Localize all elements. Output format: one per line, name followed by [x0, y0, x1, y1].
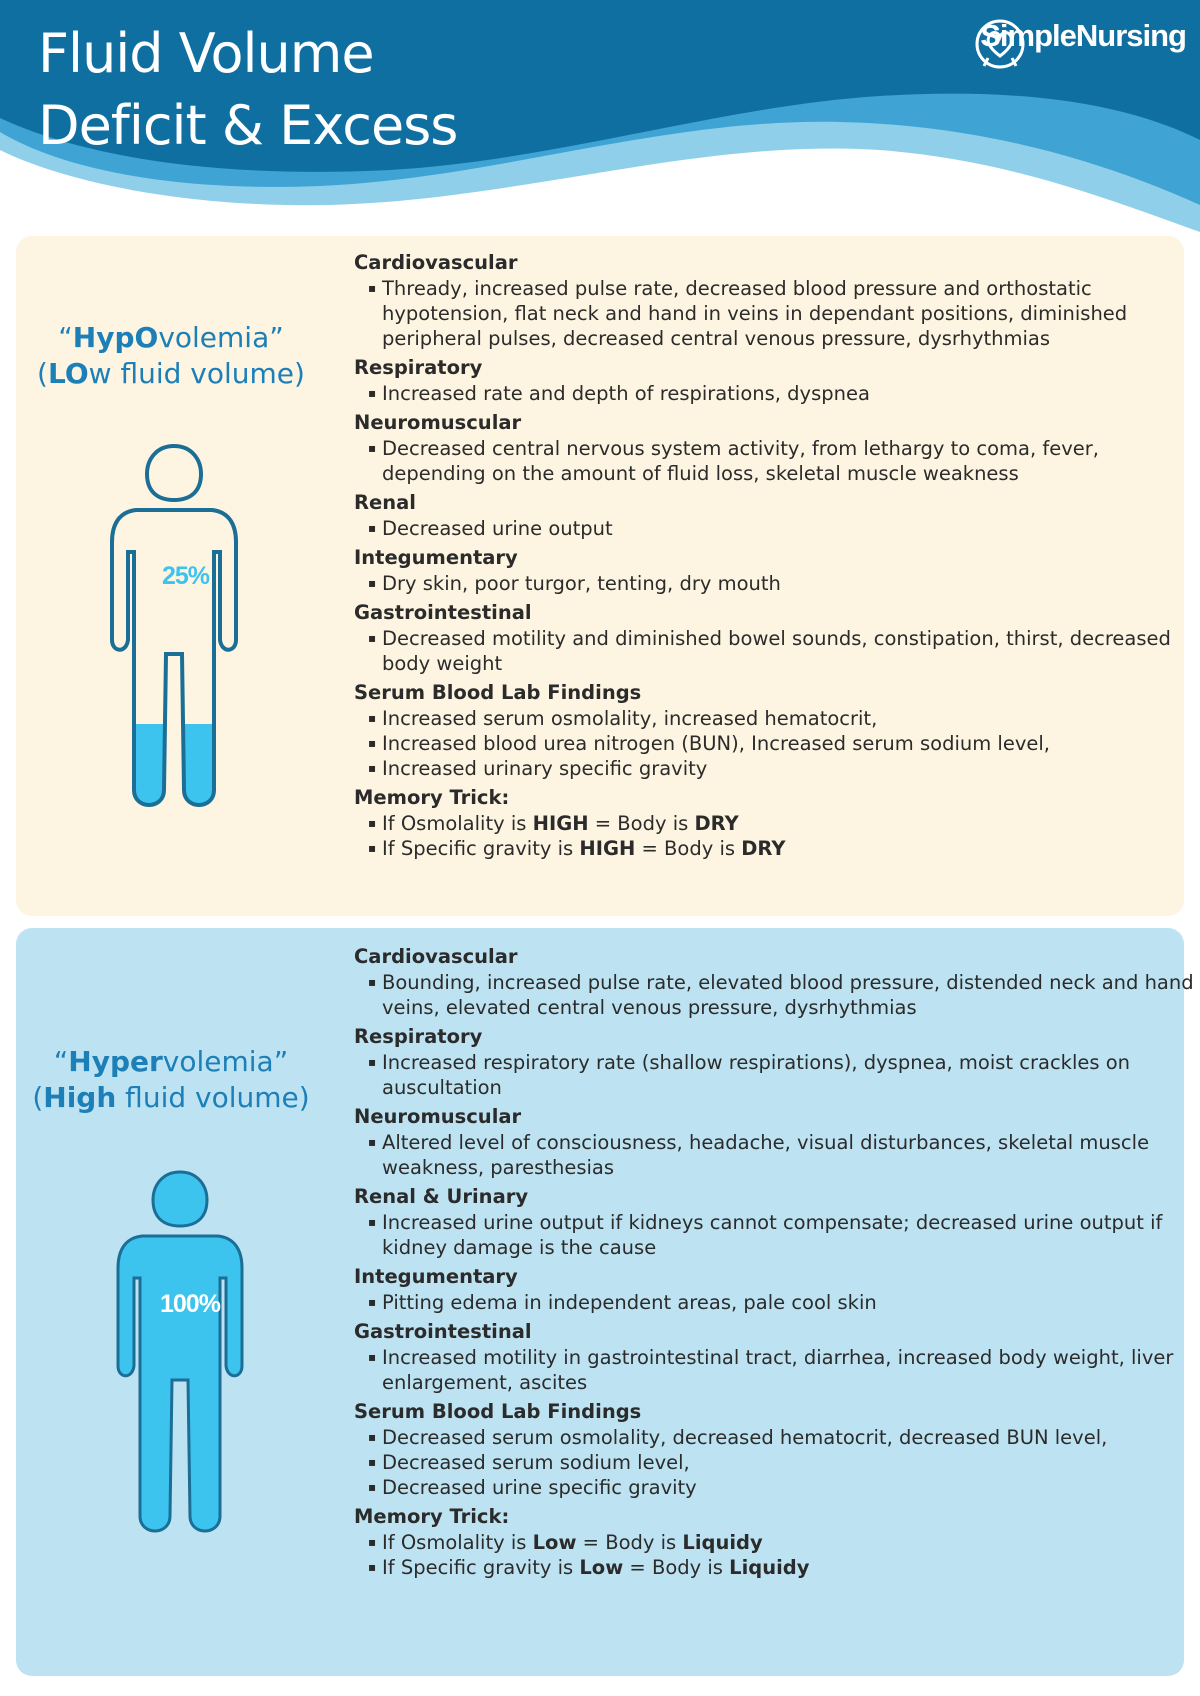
bullet-list: [354, 706, 1200, 781]
bullet-list: [354, 1210, 1200, 1260]
section: [354, 410, 1200, 486]
section-title: Gastrointestinal: [354, 601, 532, 624]
bullet-list: [354, 970, 1200, 1020]
trick-part: HIGH: [532, 812, 589, 835]
title-line-2: Deficit & Excess: [38, 94, 458, 157]
bullet-item: ▪ Increased motility in gastrointestinal tract, diarrhea, increased body weight, liver enlargement, ascites: [370, 1345, 1200, 1395]
memory-trick: [354, 785, 1200, 861]
section-title: Serum Blood Lab Findings: [354, 1400, 642, 1423]
bullet-item: ▪ Thready, increased pulse rate, decreased blood pressure and orthostatic hypotension, flat neck and hand in veins in dependant positions, diminished peripheral pulses, decreased central venous pressure, dysrhythmias: [370, 276, 1200, 351]
memory-trick-item: [370, 811, 1200, 836]
section: [354, 600, 1200, 676]
bullet-list: [354, 571, 1200, 596]
bullet-list: [354, 626, 1200, 676]
section: [354, 1264, 1200, 1315]
bullet-item: ▪ Bounding, increased pulse rate, elevated blood pressure, distended neck and hand veins, elevated central venous pressure, dysrhythmias: [370, 970, 1200, 1020]
hypovolemia-heading: [16, 320, 326, 392]
bullet-item: ▪ Decreased urine output: [370, 516, 1200, 541]
trick-part: HIGH: [579, 837, 636, 860]
bullet-list: [354, 276, 1200, 351]
trick-part: DRY: [694, 812, 739, 835]
memory-trick-item: [370, 1555, 1200, 1580]
trick-part: Liquidy: [729, 1556, 810, 1579]
memory-trick-title: Memory Trick:: [354, 1505, 510, 1528]
bullet-item: ▪ Decreased urine specific gravity: [370, 1475, 1200, 1500]
trick-part: Liquidy: [682, 1531, 763, 1554]
bullet-list: [354, 1425, 1200, 1500]
section: [354, 490, 1200, 541]
bullet-list: [354, 1050, 1200, 1100]
section-title: Cardiovascular: [354, 251, 518, 274]
bullet-item: ▪ Decreased central nervous system activity, from lethargy to coma, fever, depending on the amount of fluid loss, skeletal muscle weakness: [370, 436, 1200, 486]
bullet-item: ▪ Decreased serum osmolality, decreased hematocrit, decreased BUN level,: [370, 1425, 1200, 1450]
section: [354, 545, 1200, 596]
fluid-percent-label: 25%: [162, 562, 210, 590]
bullet-list: [354, 1290, 1200, 1315]
section-title: Renal & Urinary: [354, 1185, 529, 1208]
memory-trick-item: [370, 1530, 1200, 1555]
hypervolemia-subtitle: (High fluid volume): [32, 1081, 310, 1114]
trick-part: If Osmolality is: [382, 812, 533, 835]
section-title: Respiratory: [354, 356, 483, 379]
section: [354, 1184, 1200, 1260]
bullet-item: ▪ Pitting edema in independent areas, pale cool skin: [370, 1290, 1200, 1315]
bullet-item: ▪ Increased urine output if kidneys cannot compensate; decreased urine output if kidney damage is the cause: [370, 1210, 1200, 1260]
trick-part: If Specific gravity is: [382, 1556, 580, 1579]
section: [354, 1104, 1200, 1180]
body-figure-high-fluid: [100, 1168, 260, 1552]
section: [354, 250, 1200, 351]
section-title: Cardiovascular: [354, 945, 518, 968]
hypovolemia-subtitle: (LOw fluid volume): [37, 357, 305, 390]
brand-logo: [974, 18, 1186, 54]
trick-part: If Osmolality is: [382, 1531, 533, 1554]
section: [354, 1024, 1200, 1100]
fluid-percent-label: 100%: [160, 1290, 220, 1318]
section-title: Integumentary: [354, 1265, 518, 1288]
trick-part: Low: [532, 1531, 577, 1554]
section-title: Gastrointestinal: [354, 1320, 532, 1343]
section-title: Integumentary: [354, 546, 518, 569]
section: [354, 355, 1200, 406]
section-title: Neuromuscular: [354, 1105, 522, 1128]
section-title: Renal: [354, 491, 416, 514]
trick-part: = Body is: [623, 1556, 730, 1579]
title-line-1: Fluid Volume: [38, 22, 374, 85]
bullet-list: [354, 436, 1200, 486]
trick-part: = Body is: [576, 1531, 683, 1554]
bullet-item: ▪ Increased rate and depth of respirations, dyspnea: [370, 381, 1200, 406]
bullet-item: ▪ Increased urinary specific gravity: [370, 756, 1200, 781]
section-title: Respiratory: [354, 1025, 483, 1048]
bullet-item: ▪ Increased blood urea nitrogen (BUN), Increased serum sodium level,: [370, 731, 1200, 756]
bullet-list: [354, 1345, 1200, 1395]
hypervolemia-panel: [16, 928, 1194, 1676]
trick-part: = Body is: [635, 837, 742, 860]
section: [354, 1399, 1200, 1500]
trick-part: If Specific gravity is: [382, 837, 580, 860]
bullet-list: [354, 516, 1200, 541]
section: [354, 680, 1200, 781]
section: [354, 944, 1200, 1020]
bullet-list: [354, 1130, 1200, 1180]
bullet-item: ▪ Increased serum osmolality, increased hematocrit,: [370, 706, 1200, 731]
header-banner: [0, 0, 1200, 240]
section: [354, 1319, 1200, 1395]
bullet-item: ▪ Increased respiratory rate (shallow respirations), dyspnea, moist crackles on auscultation: [370, 1050, 1200, 1100]
section-title: Neuromuscular: [354, 411, 522, 434]
trick-part: DRY: [741, 837, 786, 860]
bullet-list: [354, 1530, 1200, 1580]
bullet-item: ▪ Decreased serum sodium level,: [370, 1450, 1200, 1475]
memory-trick-title: Memory Trick:: [354, 786, 510, 809]
brand-name: SimpleNursing: [980, 18, 1186, 53]
bullet-list: [354, 381, 1200, 406]
page-title: [38, 18, 457, 162]
hypovolemia-findings: [354, 250, 1200, 865]
section-title: Serum Blood Lab Findings: [354, 681, 642, 704]
body-figure-low-fluid: [94, 442, 254, 826]
memory-trick: [354, 1504, 1200, 1580]
bullet-item: ▪ Decreased motility and diminished bowel sounds, constipation, thirst, decreased body weight: [370, 626, 1200, 676]
bullet-list: [354, 811, 1200, 861]
hypovolemia-panel: [16, 236, 1184, 916]
bullet-item: ▪ Dry skin, poor turgor, tenting, dry mouth: [370, 571, 1200, 596]
hypervolemia-heading: [16, 1044, 326, 1116]
bullet-item: ▪ Altered level of consciousness, headache, visual disturbances, skeletal muscle weakness, paresthesias: [370, 1130, 1200, 1180]
trick-part: = Body is: [588, 812, 695, 835]
hypervolemia-findings: [354, 944, 1200, 1584]
trick-part: Low: [579, 1556, 624, 1579]
hypervolemia-title: “Hypervolemia”: [53, 1045, 289, 1078]
memory-trick-item: [370, 836, 1200, 861]
hypovolemia-title: “HypOvolemia”: [58, 321, 284, 354]
